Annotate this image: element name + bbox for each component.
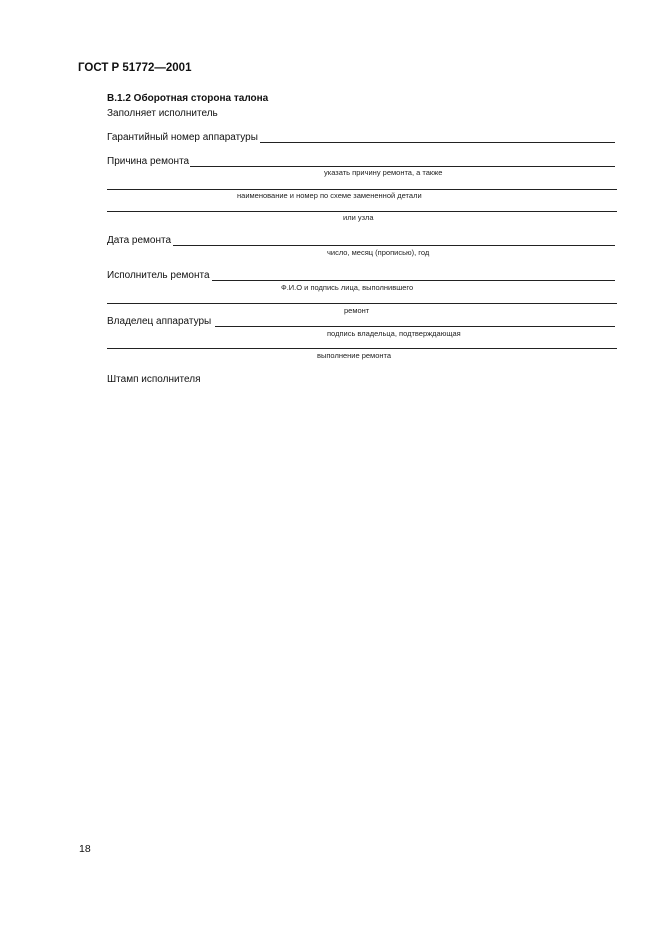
repair-date-line[interactable] xyxy=(173,245,615,246)
warranty-number-line[interactable] xyxy=(260,142,615,143)
repair-reason-label: Причина ремонта xyxy=(107,156,190,167)
repair-date-hint: число, месяц (прописью), год xyxy=(327,248,430,257)
stamp-label: Штамп исполнителя xyxy=(107,374,201,385)
repair-executor-line-1[interactable] xyxy=(212,280,615,281)
repair-executor-hint-2: ремонт xyxy=(344,306,370,315)
warranty-number-label: Гарантийный номер аппаратуры xyxy=(107,132,258,143)
owner-label: Владелец аппаратуры xyxy=(107,316,212,327)
repair-reason-hint-3: или узла xyxy=(343,213,374,222)
repair-executor-hint-1: Ф.И.О и подпись лица, выполнившего xyxy=(281,283,414,292)
repair-reason-line-3[interactable] xyxy=(107,211,617,212)
owner-line-1[interactable] xyxy=(215,326,615,327)
owner-hint-1: подпись владельца, подтверждающая xyxy=(327,329,461,338)
repair-reason-line-2[interactable] xyxy=(107,189,617,190)
repair-reason-line-1[interactable] xyxy=(190,166,615,167)
repair-date-label: Дата ремонта xyxy=(107,235,172,246)
section-title: В.1.2 Оборотная сторона талона xyxy=(107,93,269,104)
repair-reason-hint-2: наименование и номер по схеме замененной детали xyxy=(237,191,422,200)
document-header: ГОСТ Р 51772—2001 xyxy=(78,62,192,74)
owner-line-2[interactable] xyxy=(107,348,617,349)
owner-hint-2: выполнение ремонта xyxy=(317,351,392,360)
repair-executor-label: Исполнитель ремонта xyxy=(107,270,210,281)
page-number: 18 xyxy=(79,843,91,855)
filled-by-note: Заполняет исполнитель xyxy=(107,108,218,119)
repair-executor-line-2[interactable] xyxy=(107,303,617,304)
repair-reason-hint-1: указать причину ремонта, а также xyxy=(324,168,443,177)
